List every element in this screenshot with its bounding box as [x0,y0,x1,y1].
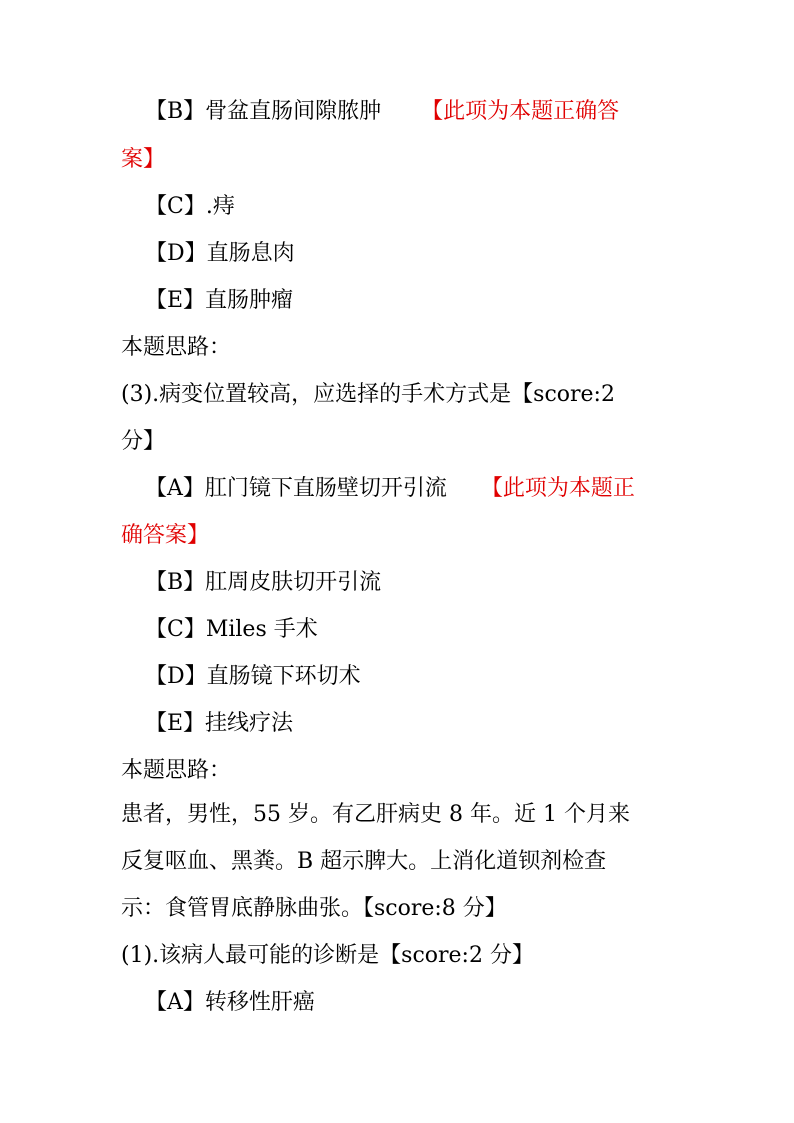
option-c-text: 【C】.痔 [145,194,235,219]
option-b-row [145,96,619,128]
explanation-label: 本题思路： [121,335,232,360]
option-e-text: 【E】直肠肿瘤 [145,288,294,313]
case-text: 患者，男性，55 岁。有乙肝病史 8 年。近 1 个月来 [121,802,630,827]
explanation-label: 本题思路： [121,758,232,783]
correct-answer-marker-cont: 案】 [121,147,166,172]
question-stem: (3).病变位置较高，应选择的手术方式是【score:2 [121,382,615,407]
correct-answer-marker: 【此项为本题正确答 [421,99,620,124]
correct-answer-marker-cont: 确答案】 [121,523,210,548]
option-b-text: 【B】肛周皮肤切开引流 [145,570,382,595]
option-c-text: 【C】Miles 手术 [145,617,318,642]
option-d-text: 【D】直肠息肉 [145,241,295,266]
case-text-cont: 反复呕血、黑粪。B 超示脾大。上消化道钡剂检查 [121,849,607,874]
option-a-row [145,473,635,505]
option-e-text: 【E】挂线疗法 [145,711,294,736]
option-a-text: 【A】肛门镜下直肠壁切开引流 [145,476,447,501]
question-stem: (1).该病人最可能的诊断是【score:2 分】 [121,943,534,968]
option-d-text: 【D】直肠镜下环切术 [145,664,361,689]
option-b-text: 【B】骨盆直肠间隙脓肿 [145,99,382,124]
correct-answer-marker: 【此项为本题正 [480,476,635,501]
option-a-text: 【A】转移性肝癌 [145,990,315,1015]
case-text-cont: 示：食管胃底静脉曲张。【score:8 分】 [121,896,507,921]
question-stem-cont: 分】 [121,429,166,454]
